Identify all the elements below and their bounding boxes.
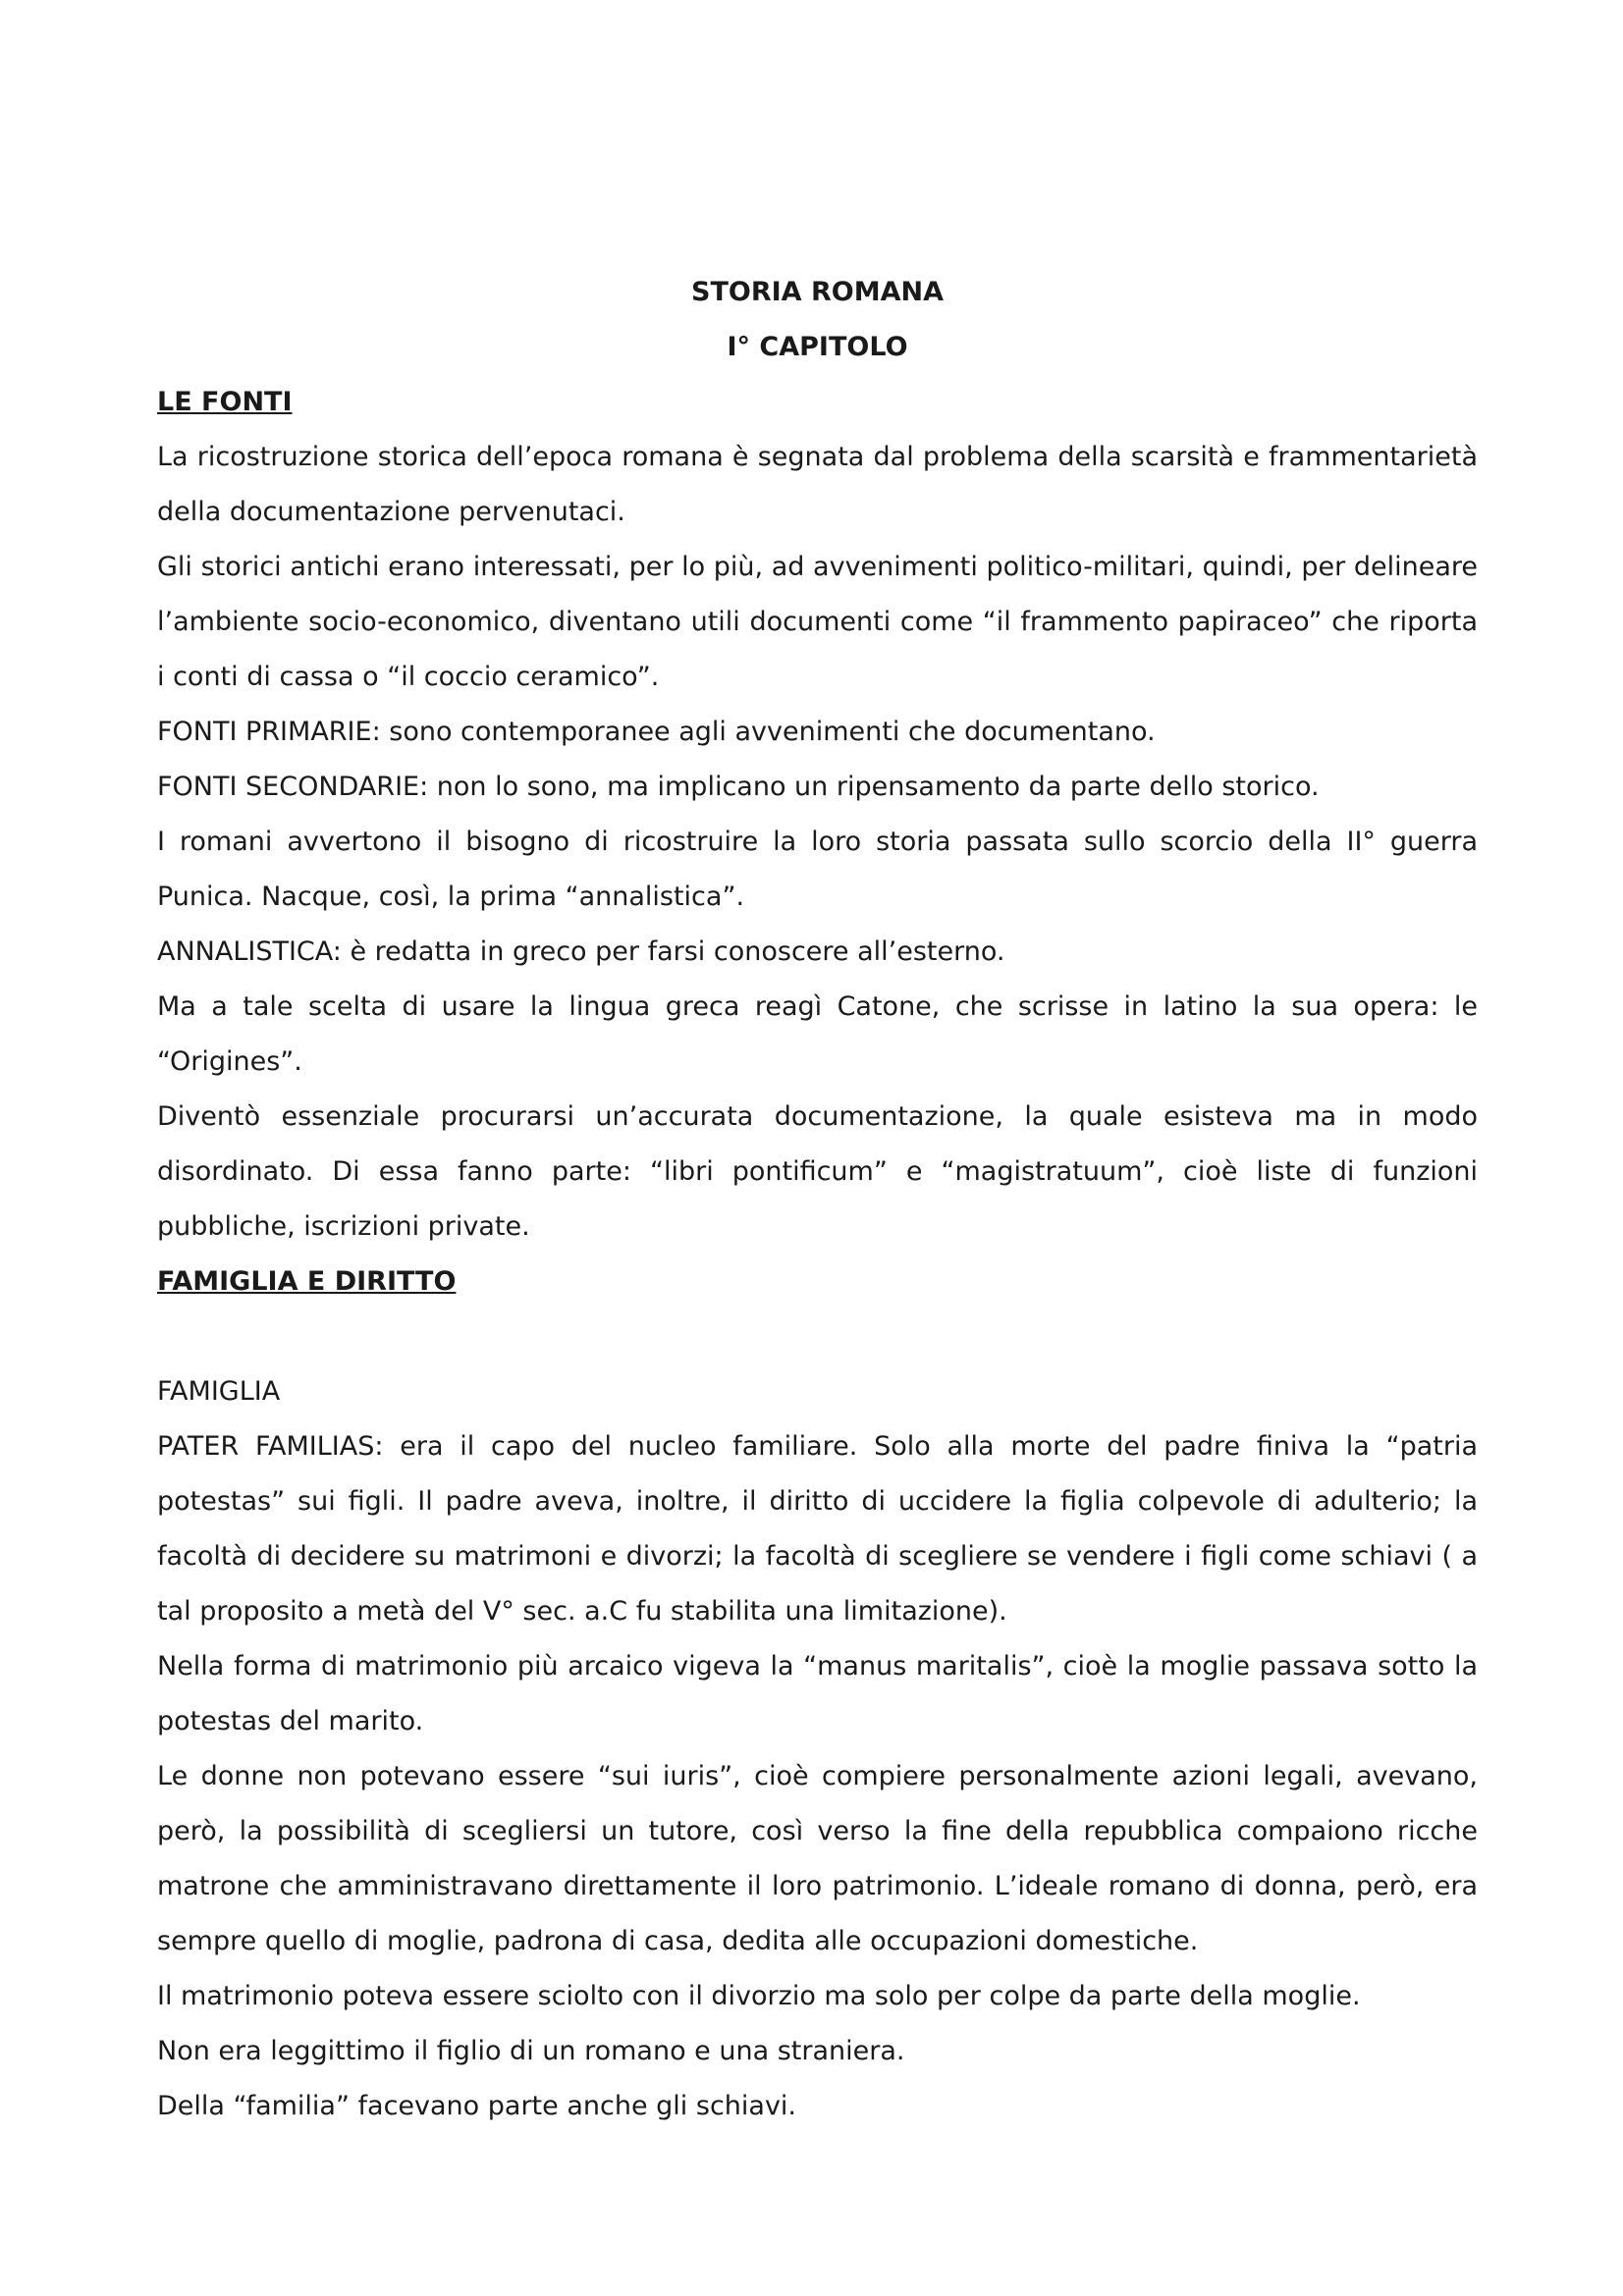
- chapter-title: I° CAPITOLO: [727, 332, 908, 362]
- paragraph: FONTI SECONDARIE: non lo sono, ma implicano un ripensamento da parte dello storico.: [157, 772, 1320, 802]
- paragraph: ANNALISTICA: è redatta in greco per farsi conoscere all’esterno.: [157, 936, 1005, 967]
- document-body: [157, 265, 1478, 2134]
- paragraph: PATER FAMILIAS: era il capo del nucleo familiare. Solo alla morte del padre finiva la “patria potestas” sui figli. Il padre aveva, inoltre, il diritto di uccidere la figlia colpevole di adulterio; la facoltà di decidere su matrimoni e divorzi; la facoltà di scegliere se vendere i figli come schiavi ( a tal proposito a metà del V° sec. a.C fu stabilita una limitazione).: [157, 1431, 1478, 1627]
- paragraph: Il matrimonio poteva essere sciolto con il divorzio ma solo per colpe da parte della moglie.: [157, 1981, 1361, 2011]
- paragraph: Le donne non potevano essere “sui iuris”, cioè compiere personalmente azioni legali, avevano, però, la possibilità di scegliersi un tutore, così verso la fine della repubblica compaiono ricche matrone che amministravano direttamente il loro patrimonio. L’ideale romano di donna, però, era sempre quello di moglie, padrona di casa, dedita alle occupazioni domestiche.: [157, 1761, 1478, 1956]
- section-heading-fonti: LE FONTI: [157, 387, 293, 417]
- paragraph: Della “familia” facevano parte anche gli schiavi.: [157, 2091, 797, 2121]
- paragraph: Nella forma di matrimonio più arcaico vigeva la “manus maritalis”, cioè la moglie passava sotto la potestas del marito.: [157, 1651, 1478, 1736]
- subsection-heading-famiglia: FAMIGLIA: [157, 1376, 281, 1407]
- paragraph: Ma a tale scelta di usare la lingua greca reagì Catone, che scrisse in latino la sua opera: le “Origines”.: [157, 991, 1478, 1077]
- paragraph: Diventò essenziale procurarsi un’accurata documentazione, la quale esisteva ma in modo disordinato. Di essa fanno parte: “libri pontificum” e “magistratuum”, cioè liste di funzioni pubbliche, iscrizioni private.: [157, 1101, 1478, 1242]
- paragraph: I romani avvertono il bisogno di ricostruire la loro storia passata sullo scorcio della II° guerra Punica. Nacque, così, la prima “annalistica”.: [157, 827, 1478, 912]
- section-heading-famiglia-diritto: FAMIGLIA E DIRITTO: [157, 1266, 457, 1297]
- paragraph: La ricostruzione storica dell’epoca romana è segnata dal problema della scarsità e frammentarietà della documentazione pervenutaci.: [157, 442, 1478, 527]
- paragraph: Gli storici antichi erano interessati, per lo più, ad avvenimenti politico-militari, quindi, per delineare l’ambiente socio-economico, diventano utili documenti come “il frammento papiraceo” che riporta i conti di cassa o “il coccio ceramico”.: [157, 552, 1478, 692]
- blank-line: [157, 1309, 1478, 1364]
- paragraph: Non era leggittimo il figlio di un romano e una straniera.: [157, 2036, 905, 2066]
- paragraph: FONTI PRIMARIE: sono contemporanee agli avvenimenti che documentano.: [157, 717, 1156, 747]
- document-title: STORIA ROMANA: [691, 277, 944, 307]
